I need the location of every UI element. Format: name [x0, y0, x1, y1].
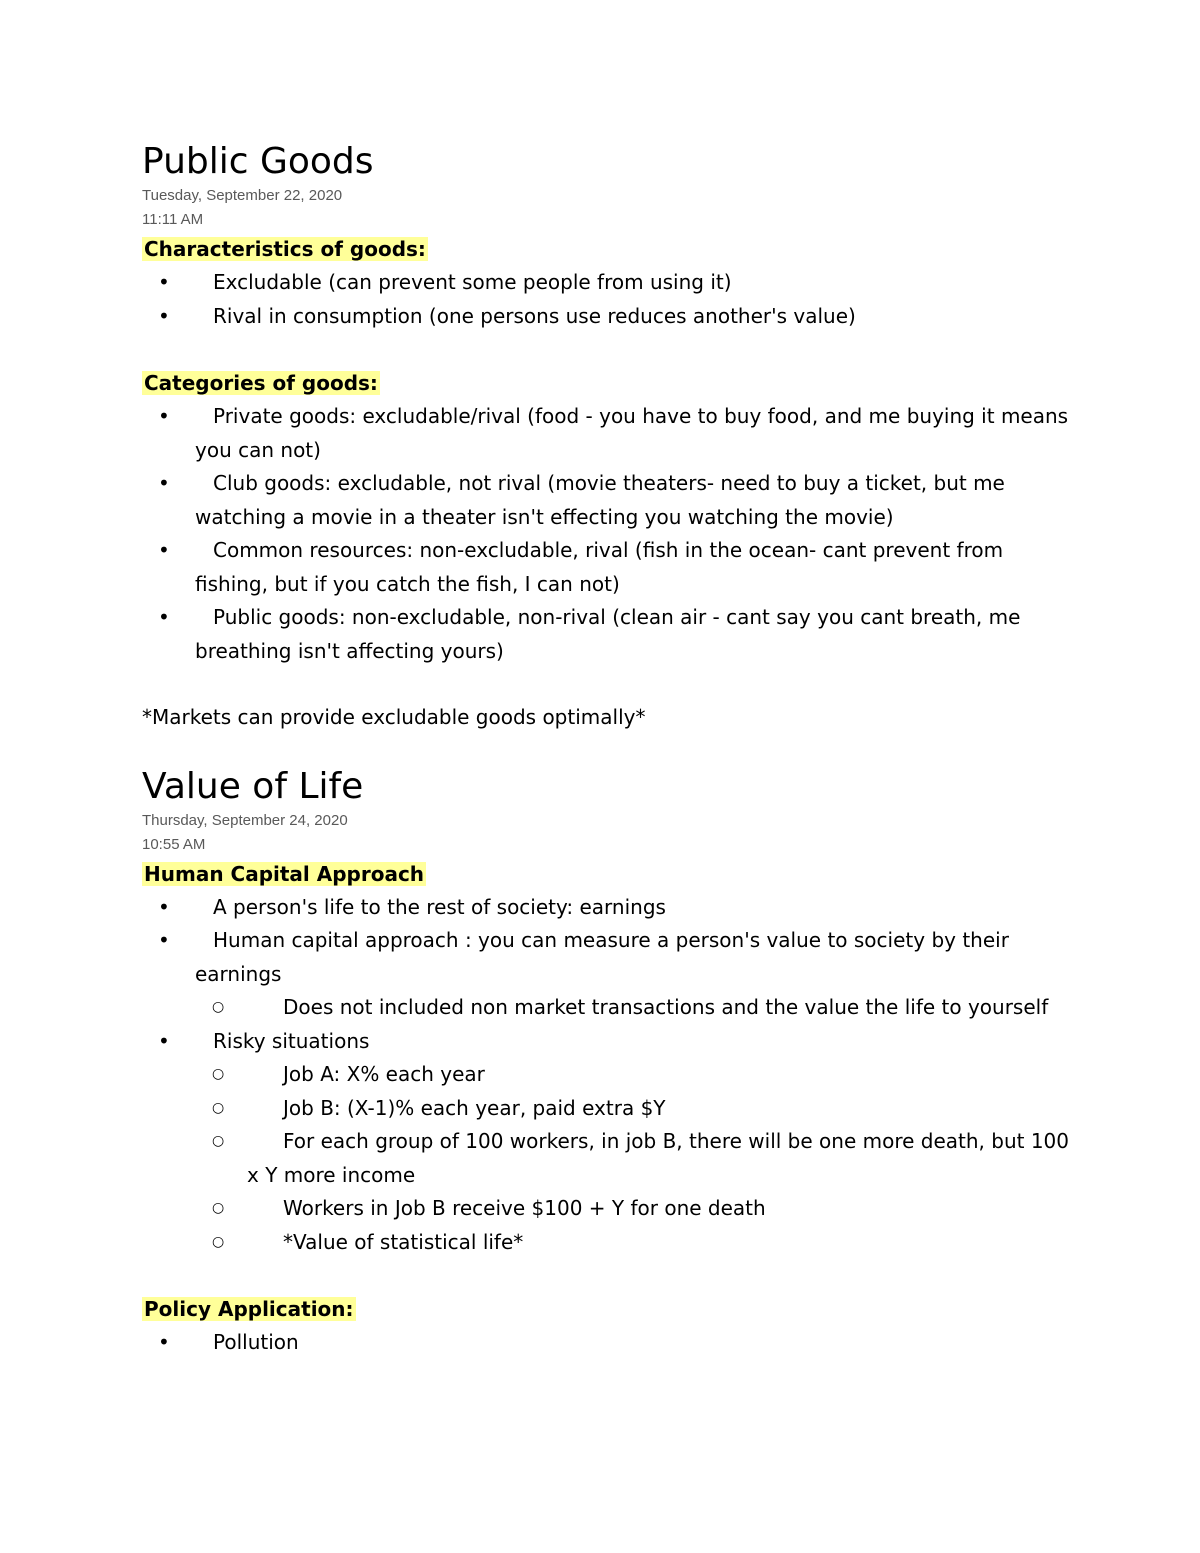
- heading-policy-application: [142, 1292, 1082, 1326]
- page-title-value-of-life: Value of Life: [142, 765, 364, 807]
- sub-list-item: ○ Workers in Job B receive $100 + Y for one death: [142, 1192, 1082, 1226]
- list-item: • A person's life to the rest of society: earnings: [142, 891, 1082, 925]
- list-item: • Risky situations: [142, 1025, 1082, 1059]
- highlighted-text: Human Capital Approach: [144, 861, 425, 886]
- list-item: • Human capital approach : you can measure a person's value to society by their earnings: [142, 924, 1082, 991]
- page-time: 10:55 AM: [142, 835, 206, 853]
- bullet-list-policy: [142, 1326, 1082, 1360]
- bullet-list-categories: [142, 400, 1082, 668]
- sub-list-item: ○ *Value of statistical life*: [142, 1226, 1082, 1260]
- list-item: • Pollution: [142, 1326, 1082, 1360]
- page-time: 11:11 AM: [142, 211, 204, 228]
- heading-characteristics: [142, 232, 1082, 266]
- heading-human-capital: [142, 857, 1082, 891]
- bullet-list-human-capital: [142, 891, 1082, 992]
- page-date: Thursday, September 24, 2020: [142, 811, 348, 829]
- highlighted-text: Categories of goods:: [144, 371, 378, 395]
- list-item: • Rival in consumption (one persons use reduces another's value): [142, 300, 1082, 334]
- sub-list-item: ○ Job A: X% each year: [142, 1058, 1082, 1092]
- heading-categories: [142, 366, 1082, 400]
- bullet-list-characteristics: [142, 266, 1082, 333]
- sub-list-risky: [142, 1058, 1082, 1259]
- note-markets: *Markets can provide excludable goods optimally*: [142, 705, 646, 729]
- list-item: • Club goods: excludable, not rival (movie theaters- need to buy a ticket, but me watching a movie in a theater isn't effecting you watching the movie): [142, 467, 1082, 534]
- page-date: Tuesday, September 22, 2020: [142, 187, 343, 204]
- page-title-public-goods: Public Goods: [142, 141, 374, 182]
- list-item: • Common resources: non-excludable, rival (fish in the ocean- cant prevent from fishing, but if you catch the fish, I can not): [142, 534, 1082, 601]
- list-item: • Private goods: excludable/rival (food - you have to buy food, and me buying it means you can not): [142, 400, 1082, 467]
- bullet-list-risky: [142, 1025, 1082, 1059]
- list-item: • Excludable (can prevent some people from using it): [142, 266, 1082, 300]
- list-item: • Public goods: non-excludable, non-rival (clean air - cant say you cant breath, me breathing isn't affecting yours): [142, 601, 1082, 668]
- notes-page: [142, 140, 1082, 1360]
- highlighted-text: Characteristics of goods:: [144, 237, 426, 261]
- highlighted-text: Policy Application:: [144, 1297, 354, 1321]
- sub-list-item: ○ Does not included non market transactions and the value the life to yourself: [142, 991, 1082, 1025]
- sub-list-human-capital: [142, 991, 1082, 1025]
- sub-list-item: ○ Job B: (X-1)% each year, paid extra $Y: [142, 1092, 1082, 1126]
- sub-list-item: ○ For each group of 100 workers, in job B, there will be one more death, but 100 x Y more income: [142, 1125, 1082, 1192]
